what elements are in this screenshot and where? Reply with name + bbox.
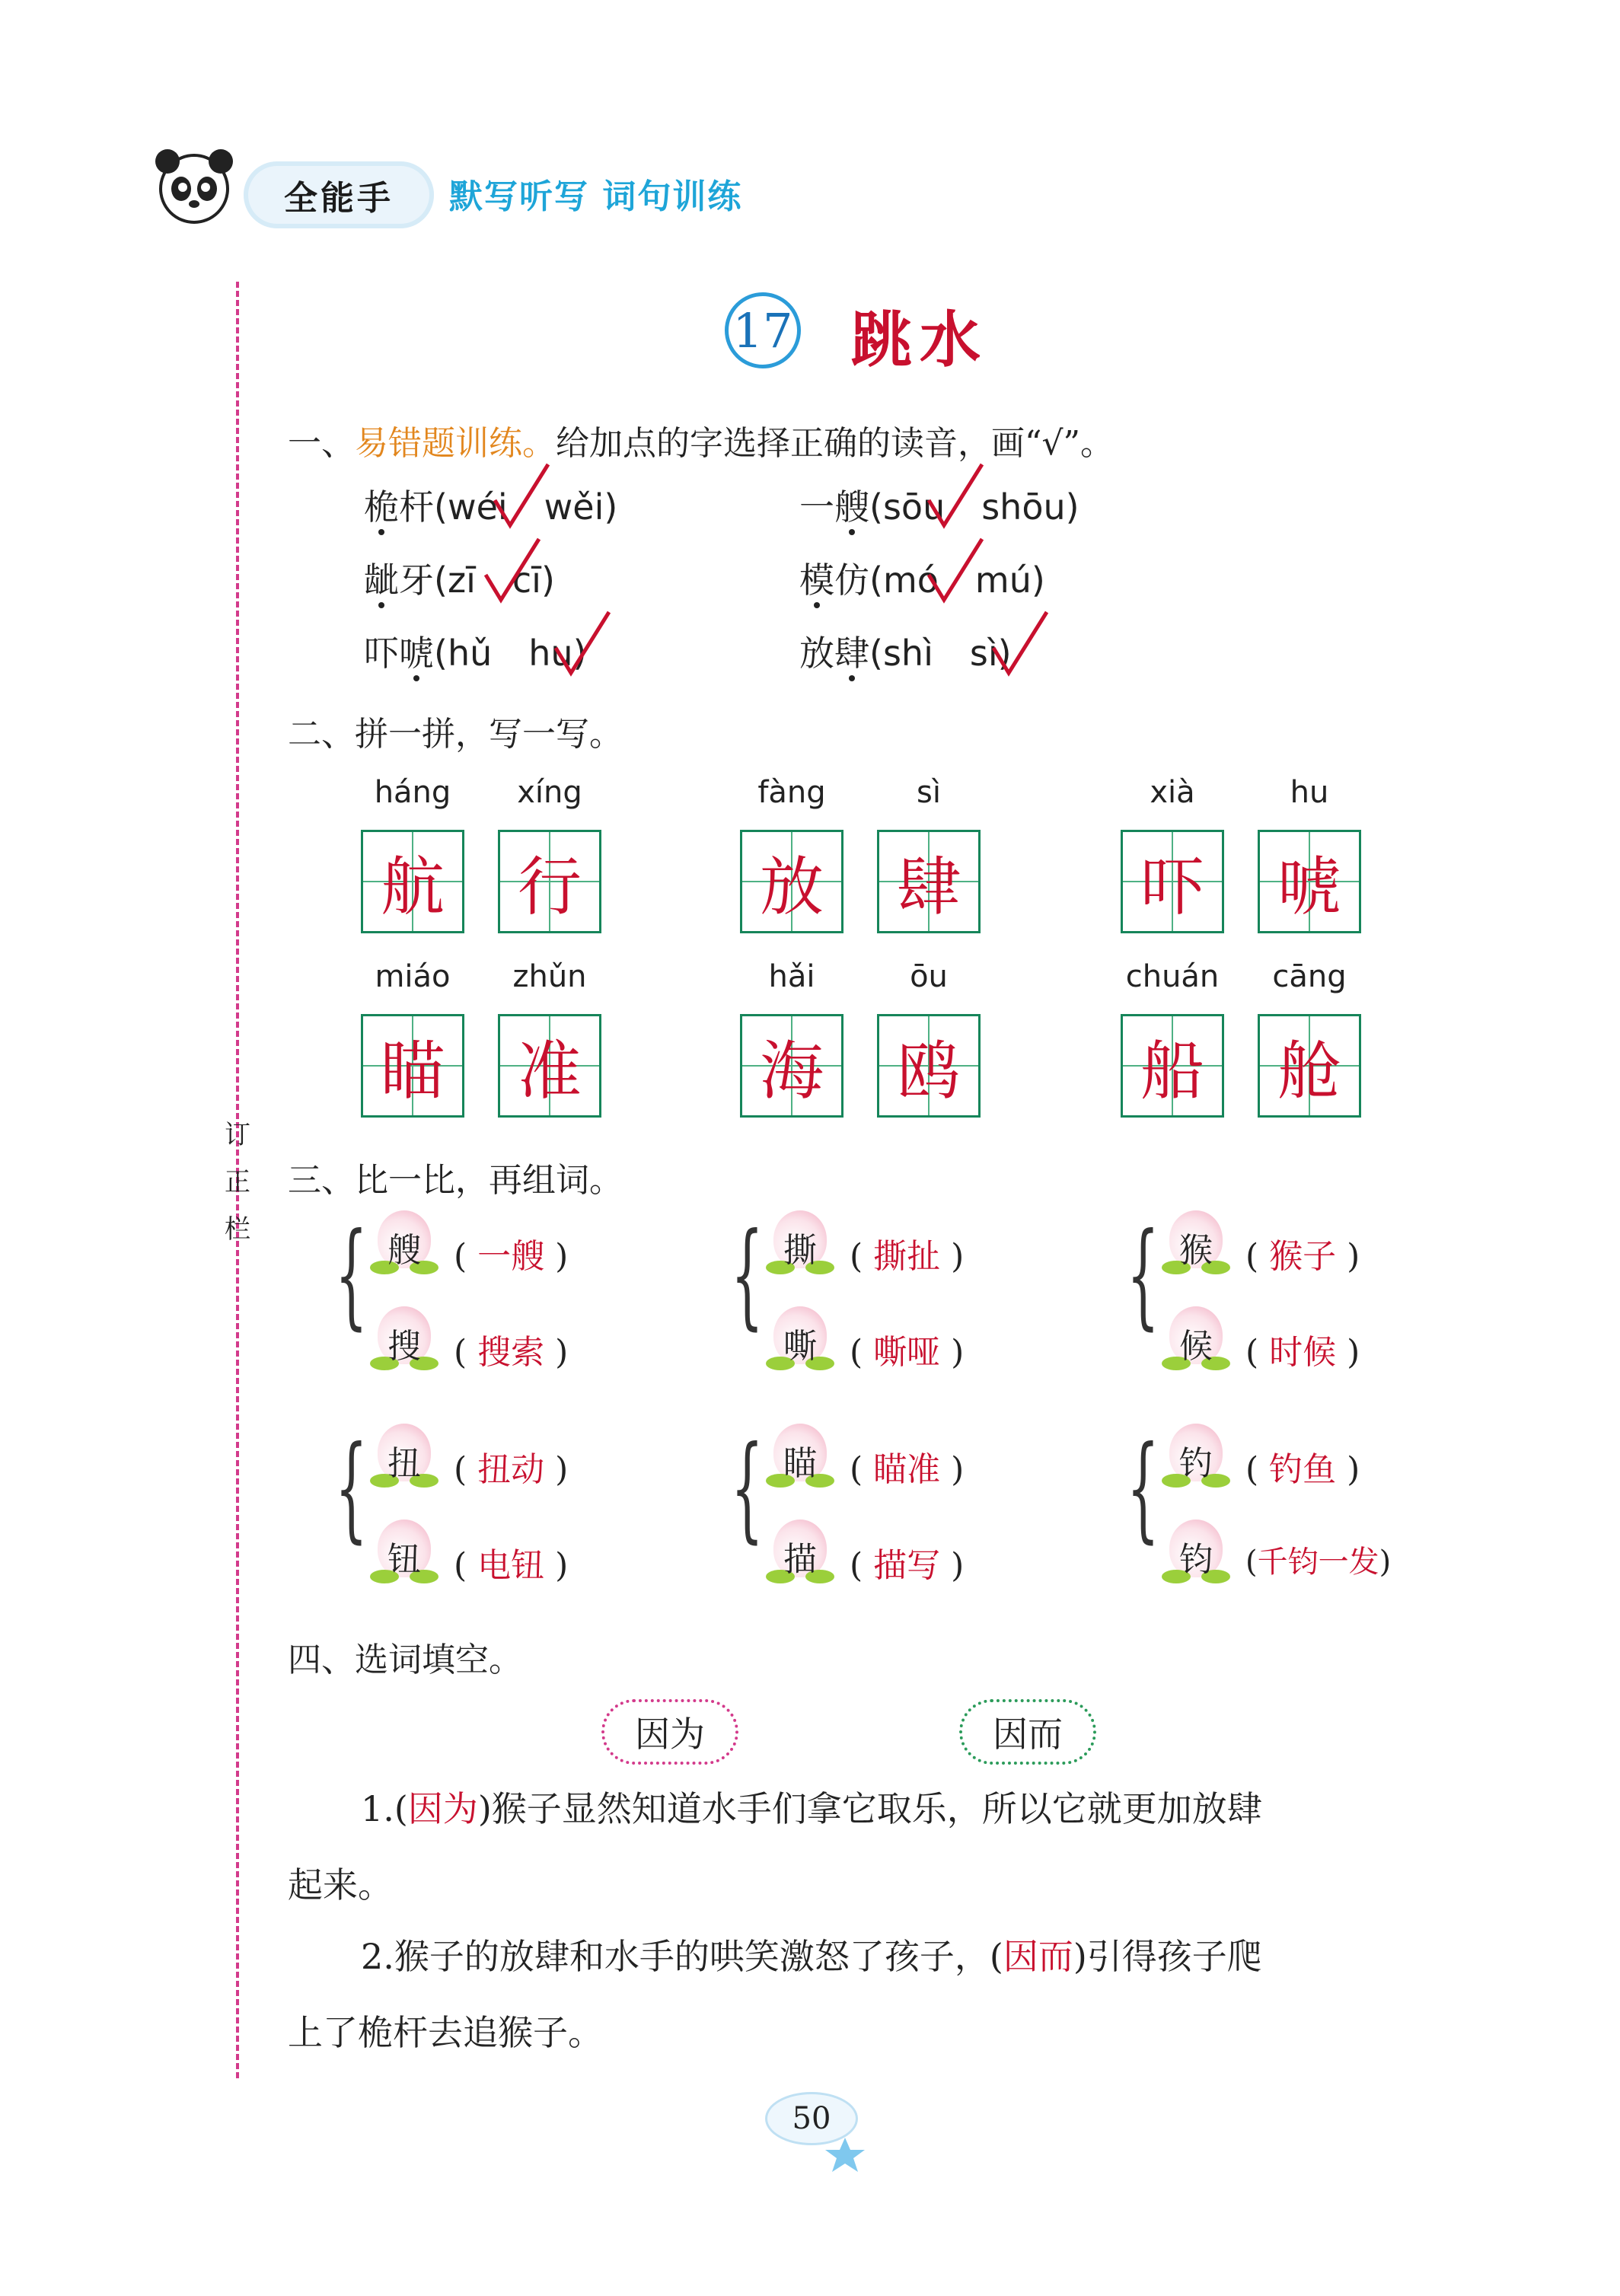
- lesson-title: 跳水: [851, 305, 988, 375]
- sentence-2: 2.猴子的放肆和水手的哄笑激怒了孩子，(因而)引得孩子爬 上了桅杆去追猴子。: [288, 1936, 1262, 2053]
- option-chip: 因而: [959, 1699, 1096, 1765]
- peach-card: 描: [769, 1520, 831, 1596]
- q4-heading: 四、选词填空。: [288, 1641, 522, 1679]
- peach-card: 钧: [1165, 1520, 1227, 1596]
- panda-mascot-icon: [152, 145, 236, 231]
- peach-card: 搜: [373, 1306, 435, 1382]
- lesson-number: 17: [725, 292, 801, 368]
- q1-item: 吓唬(hǔ hu): [364, 633, 587, 674]
- word-answer: ( 撕扯 ): [850, 1237, 965, 1276]
- brace: {: [335, 1209, 368, 1341]
- star-icon: [822, 2136, 868, 2174]
- pinyin-label: ōu: [910, 959, 948, 994]
- check-mark-icon: [921, 533, 990, 609]
- q2-heading: 二、拼一拼，写一写。: [288, 715, 623, 754]
- q1-item: 龇牙(zī cī): [364, 560, 555, 601]
- word-answer: ( 描写 ): [850, 1546, 965, 1585]
- pinyin-label: háng: [374, 775, 451, 810]
- q1-heading: 一、易错题训练。给加点的字选择正确的读音，画“√”。: [288, 424, 1115, 463]
- pinyin-label: xíng: [517, 775, 582, 810]
- q3-heading: 三、比一比，再组词。: [288, 1161, 623, 1200]
- word-answer: ( 猴子 ): [1245, 1237, 1360, 1276]
- word-answer: (千钧一发): [1245, 1545, 1392, 1580]
- word-answer: ( 一艘 ): [454, 1237, 569, 1276]
- sentence-1: 1.(因为)猴子显然知道水手们拿它取乐，所以它就更加放肆 起来。: [288, 1788, 1262, 1905]
- word-answer: ( 电钮 ): [454, 1546, 569, 1585]
- check-mark-icon: [921, 458, 990, 534]
- check-mark-icon: [478, 533, 547, 609]
- peach-card: 候: [1165, 1306, 1227, 1382]
- peach-card: 嘶: [769, 1306, 831, 1382]
- writing-grid[interactable]: 行: [498, 830, 601, 933]
- correction-column-label: 订 正 栏: [225, 1120, 250, 1245]
- pinyin-label: miáo: [375, 959, 451, 994]
- brace: {: [1127, 1209, 1159, 1341]
- pinyin-label: hu: [1290, 775, 1329, 810]
- series-title: 默写听写 词句训练: [449, 177, 743, 216]
- peach-card: 艘: [373, 1210, 435, 1287]
- q1-item: 一艘(sōu shōu): [799, 486, 1079, 528]
- writing-grid[interactable]: 航: [361, 830, 464, 933]
- check-mark-icon: [487, 458, 556, 534]
- pinyin-label: zhǔn: [512, 959, 587, 994]
- word-answer: ( 嘶哑 ): [850, 1333, 965, 1372]
- writing-grid[interactable]: 鸥: [877, 1014, 981, 1118]
- writing-grid[interactable]: 放: [740, 830, 843, 933]
- peach-card: 钓: [1165, 1424, 1227, 1500]
- word-answer: ( 钓鱼 ): [1245, 1450, 1360, 1489]
- peach-card: 扭: [373, 1424, 435, 1500]
- word-answer: ( 瞄准 ): [850, 1450, 965, 1489]
- brace: {: [335, 1422, 368, 1555]
- writing-grid[interactable]: 准: [498, 1014, 601, 1118]
- word-answer: ( 时候 ): [1245, 1333, 1360, 1372]
- pinyin-label: xià: [1150, 775, 1195, 810]
- page-number: 50: [765, 2092, 858, 2145]
- word-answer: ( 搜索 ): [454, 1333, 569, 1372]
- peach-card: 瞄: [769, 1424, 831, 1500]
- writing-grid[interactable]: 吓: [1121, 830, 1224, 933]
- writing-grid[interactable]: 海: [740, 1014, 843, 1118]
- q1-item: 模仿(mó mú): [799, 560, 1045, 601]
- peach-card: 钮: [373, 1520, 435, 1596]
- brace: {: [731, 1422, 764, 1555]
- writing-grid[interactable]: 唬: [1258, 830, 1361, 933]
- writing-grid[interactable]: 船: [1121, 1014, 1224, 1118]
- brand-badge: 全能手: [244, 161, 434, 228]
- writing-grid[interactable]: 肆: [877, 830, 981, 933]
- pinyin-label: fàng: [757, 775, 826, 810]
- pinyin-label: hǎi: [768, 959, 815, 994]
- pinyin-label: chuán: [1125, 959, 1220, 994]
- writing-grid[interactable]: 舱: [1258, 1014, 1361, 1118]
- word-answer: ( 扭动 ): [454, 1450, 569, 1489]
- check-mark-icon: [986, 606, 1054, 682]
- peach-card: 猴: [1165, 1210, 1227, 1287]
- writing-grid[interactable]: 瞄: [361, 1014, 464, 1118]
- pinyin-label: sì: [917, 775, 941, 810]
- brace: {: [731, 1209, 764, 1341]
- q1-item: 桅杆(wéi wěi): [364, 486, 618, 528]
- peach-card: 撕: [769, 1210, 831, 1287]
- pinyin-label: cāng: [1272, 959, 1347, 994]
- option-chip: 因为: [601, 1699, 738, 1765]
- check-mark-icon: [548, 606, 617, 682]
- q1-item: 放肆(shì sì): [799, 633, 1012, 674]
- brace: {: [1127, 1422, 1159, 1555]
